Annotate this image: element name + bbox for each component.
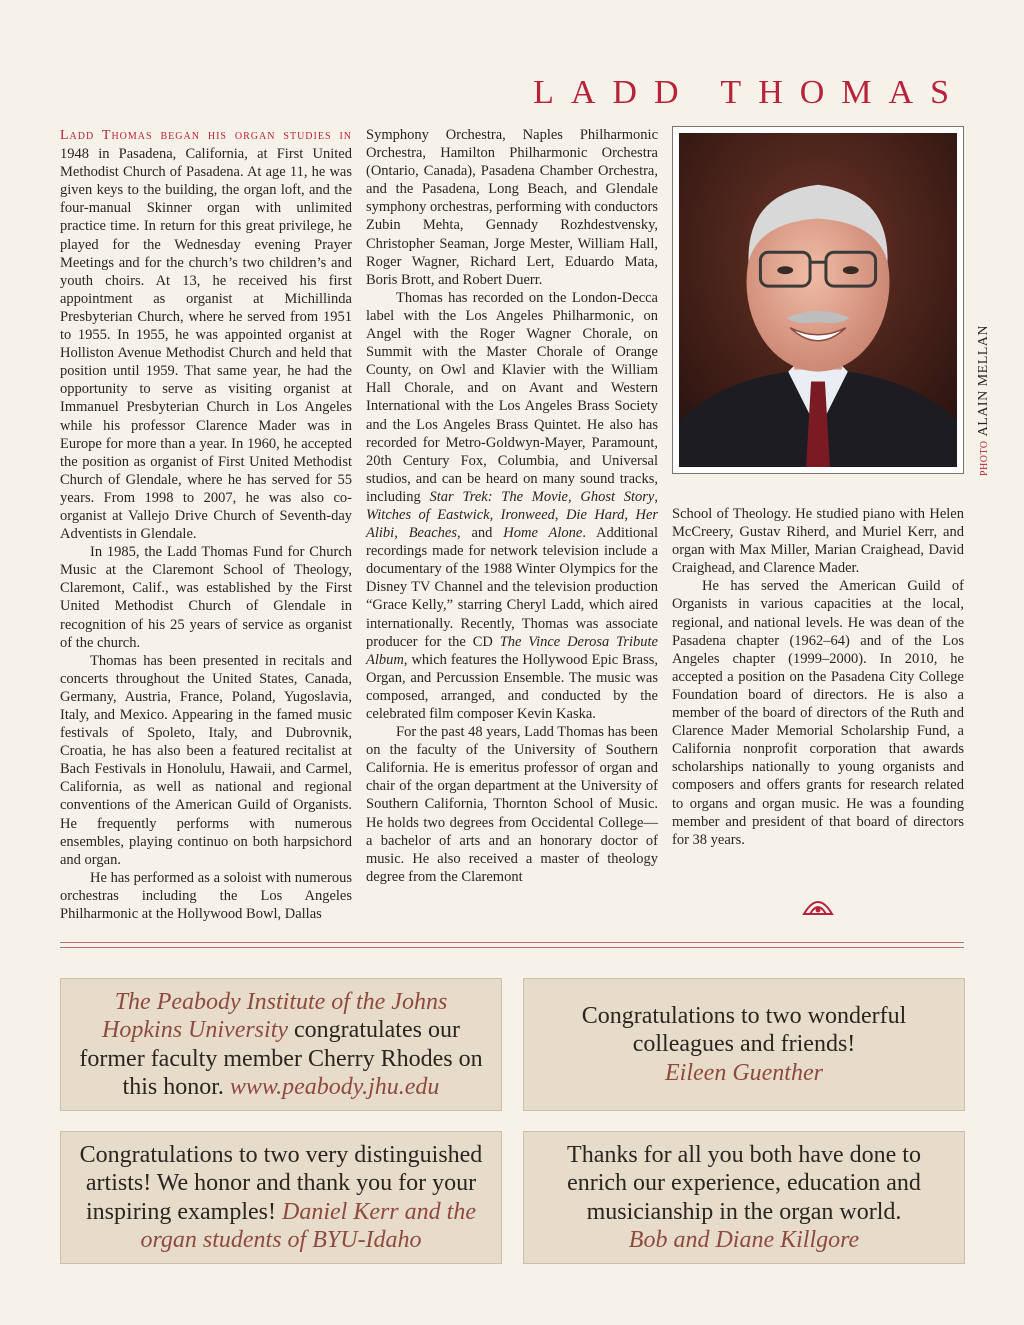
divider-line	[60, 947, 964, 948]
article-paragraph: In 1985, the Ladd Thomas Fund for Church Music at the Claremont School of Theology, Claremont, Calif., was established by the First United Methodist Church of Glendale in recognition of his 25 years of service as organist of the church.	[60, 544, 352, 651]
article-paragraph: Thomas has been presented in recitals and concerts throughout the United States, Canada, Germany, Austria, France, Poland, Yugoslavia, Italy, and Mexico. Appearing in the famed music festivals of Spoleto, Italy, and Dubrovnik, Croatia, he has also been a featured recitalist at Bach Festivals in Honolulu, Hawaii, and Carmel, California, as well as national and regional conventions of the American Guild of Organists. He frequently performs with numerous ensembles, playing continuo on both harpsichord and organ.	[60, 652, 352, 868]
cd-title: The Vince Derosa Tribute Album	[366, 633, 658, 668]
ad-body-text: Congratulations to two very distinguished artists! We honor and thank you for your inspiring examples!	[79, 1141, 483, 1225]
film-title: Star Trek: The Movie	[429, 488, 568, 505]
article-paragraph: He has performed as a soloist with numerous orchestras including the Los Angeles Philharmonic at the Hollywood Bowl, Dallas	[60, 869, 352, 923]
ad-signature: Bob and Diane Killgore	[628, 1227, 860, 1253]
ad-body-text: Thanks for all you both have done to enrich our experience, education and musicianship in the organ world.	[567, 1141, 921, 1225]
congratulations-ad-byu-idaho	[60, 1131, 502, 1264]
film-title: Ironweed	[500, 506, 555, 523]
photo-credit	[976, 325, 992, 476]
ad-body-text: Congratulations to two wonderful colleagues and friends!	[581, 1002, 907, 1058]
article-column-2	[366, 126, 658, 886]
article-paragraph: For the past 48 years, Ladd Thomas has been on the faculty of the University of Southern California. He is emeritus professor of organ and chair of the organ department at the University of Southern California, Thornton School of Music. He holds two degrees from Occidental College—a bachelor of arts and an honorary doctor of music. He also received a master of theology degree from the Claremont	[366, 724, 658, 885]
ad-italic-text: The Peabody Institute of the Johns Hopkins University	[102, 988, 448, 1043]
paragraph-text: , which features the Hollywood Epic Brass, Organ, and Percussion Ensemble. The music was composed, arranged, and conducted by the celebrated film composer Kevin Kaska.	[366, 651, 658, 722]
divider-line	[60, 942, 964, 943]
ad-text	[540, 1141, 948, 1255]
article-paragraph	[60, 126, 352, 543]
film-title: Witches of Eastwick	[366, 506, 490, 523]
congratulations-ad-peabody	[60, 978, 502, 1111]
film-title: Beaches	[408, 525, 457, 542]
ad-body-text: congratulates our former faculty member Cherry Rhodes on this honor.	[79, 1017, 483, 1100]
ad-website: www.peabody.jhu.edu	[229, 1074, 440, 1100]
article-paragraph: He has served the American Guild of Organists in various capacities at the local, regional, and national levels. He was dean of the Pasadena chapter (1962–64) and of the Los Angeles chapter (1999–2000). In 2010, he accepted a position on the Pasadena City College Foundation board of directors. He is also a member of the board of directors of the Ruth and Clarence Mader Memorial Scholarship Fund, a California nonprofit corporation that awards scholarships nationally to young organists and composers and offers grants for research related to organs and organ music. He was a founding member and president of that board of directors for 38 years.	[672, 578, 964, 848]
film-title: Home Alone	[503, 525, 583, 542]
end-ornament-icon	[802, 896, 834, 916]
article-paragraph: School of Theology. He studied piano with Helen McCreery, Gustav Riherd, and Muriel Kerr, and organ with Max Miller, Marian Craighead, David Craighead, and Clarence Mader.	[672, 506, 964, 577]
article-column-1	[60, 126, 352, 923]
photo-credit-name: ALAIN MELLAN	[976, 324, 991, 437]
portrait-illustration	[679, 133, 957, 467]
page-title: LADD THOMAS	[533, 74, 966, 111]
ad-text	[77, 988, 485, 1102]
article-lead-in: Ladd Thomas began his organ studies in	[60, 128, 352, 143]
film-title: Ghost Story	[580, 488, 655, 505]
article-paragraph: Thomas has recorded on the London-Decca label with the Los Angeles Philharmonic, on Angel with the Roger Wagner Chorale, on Summit with the Master Chorale of Orange County, on Owl and Klavier with the William Hall Chorale, and on Avant and Western International with the Los Angeles Brass Society and the Los Angeles Brass Quintet. He also has recorded for Metro-Goldwyn-Mayer, Paramount, 20th Century Fox, Columbia, and Universal studios, and can be heard on many sound tracks, including Star Trek: The Movie, Ghost Story, Witches of Eastwick, Ironweed, Die Hard, Her Alibi, Beaches, and Home Alone. Additional recordings made for network television include a documentary of the 1988 Winter Olympics for the Disney TV Channel and the television production “Grace Kelly,” starring Cheryl Ladd, which aired internationally. Recently, Thomas was associate producer for the CD The Vince Derosa Tribute Album, which features the Hollywood Epic Brass, Organ, and Percussion Ensemble. The music was composed, arranged, and conducted by the celebrated film composer Kevin Kaska.	[366, 289, 659, 722]
article-column-3	[672, 505, 964, 849]
film-title: Die Hard	[565, 506, 625, 523]
ad-text	[540, 1002, 948, 1088]
film-title: Her Alibi	[366, 506, 659, 542]
congratulations-ad-killgore	[523, 1131, 965, 1264]
paragraph-text: . Additional recordings made for network television include a documentary of the 1988 Winter Olympics for the Disney TV Channel and the television production “Grace Kelly,” starring Cheryl Ladd, which aired internationally. Recently, Thomas was associate producer for the CD	[366, 525, 659, 650]
ad-signature: Daniel Kerr and the organ students of BYU-Idaho	[140, 1198, 476, 1253]
congratulations-ad-guenther	[523, 978, 965, 1111]
portrait-photo	[672, 126, 964, 474]
ad-text	[77, 1141, 485, 1255]
photo-credit-label: photo	[976, 440, 991, 476]
paragraph-text: Thomas has recorded on the London-Decca label with the Los Angeles Philharmonic, on Angel with the Roger Wagner Chorale, on Summit with the Master Chorale of Orange County, on Owl and Klavier with the William Hall Chorale, and on Avant and Western International with the Los Angeles Brass Society and the Los Angeles Brass Quintet. He also has recorded for Metro-Goldwyn-Mayer, Paramount, 20th Century Fox, Columbia, and Universal studios, and can be heard on many sound tracks, including	[366, 289, 658, 505]
paragraph-text: 1948 in Pasadena, California, at First United Methodist Church of Pasadena. At age 11, he was given keys to the building, the organ loft, and the four-manual Skinner organ with unlimited practice time. In return for this great privilege, he played for the Wednesday evening Prayer Meetings and for the church’s two children’s and youth choirs. At 13, he received his first appointment as organist at Michillinda Presbyterian Church, where he served from 1951 to 1955. In 1955, he was appointed organist at Holliston Avenue Methodist Church and held that position until 1959. That same year, he had the opportunity to serve as visiting organist at Immanuel Presbyterian Church in Los Angeles while his professor Clarence Mader was in Europe for more than a year. In 1960, he accepted the position as organist of First United Methodist Church of Glendale, where he has served for 55 years. From 1998 to 2007, he was also co-organist at Vallejo Drive Church of Seventh-day Adventists in Glendale.	[60, 146, 352, 543]
article-paragraph: Symphony Orchestra, Naples Philharmonic Orchestra, Hamilton Philharmonic Orchestra (Ontario, Canada), Pasadena Chamber Orchestra, and the Pasadena, Long Beach, and Glendale symphony orchestras, performing with conductors Zubin Mehta, Gennady Rozhdestvensky, Christopher Seaman, Jorge Mester, William Hall, Roger Wagner, Richard Lert, Eduardo Mata, Boris Brott, and Robert Duerr.	[366, 127, 658, 288]
ad-signature: Eileen Guenther	[665, 1059, 823, 1086]
